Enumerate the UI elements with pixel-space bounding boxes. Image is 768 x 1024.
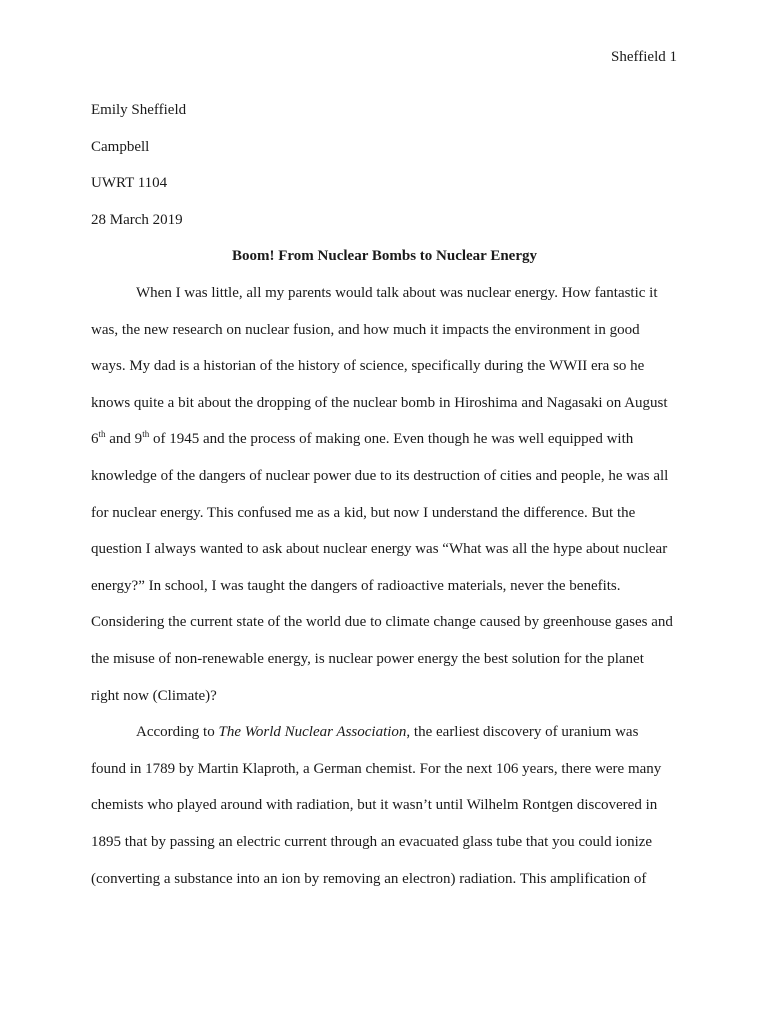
paragraph-1-line: Considering the current state of the world due to climate change caused by greenhouse gases and [91, 614, 673, 631]
paragraph-1-line: energy?” In school, I was taught the dangers of radioactive materials, never the benefits. [91, 577, 621, 594]
paragraph-1-line: right now (Climate)? [91, 687, 217, 704]
running-head: Sheffield 1 [611, 49, 677, 65]
paragraph-1-line: knowledge of the dangers of nuclear power due to its destruction of cities and people, he was all [91, 467, 669, 484]
paragraph-1-line: When I was little, all my parents would talk about was nuclear energy. How fantastic it [136, 285, 658, 301]
source-title: The World Nuclear Association [218, 724, 407, 741]
paragraph-1-line: ways. My dad is a historian of the history of science, specifically during the WWII era so he [91, 358, 645, 375]
paragraph-1-line: knows quite a bit about the dropping of the nuclear bomb in Hiroshima and Nagasaki on August [91, 394, 668, 411]
paragraph-1-line: the misuse of non-renewable energy, is nuclear power energy the best solution for the planet [91, 650, 644, 667]
paragraph-2-line: 1895 that by passing an electric current through an evacuated glass tube that you could ionize [91, 833, 653, 850]
instructor-name: Campbell [91, 138, 150, 155]
essay-date: 28 March 2019 [91, 211, 183, 228]
paragraph-1-line [91, 421, 678, 458]
mla-heading [91, 92, 678, 238]
date-day-6: 6 [91, 431, 99, 448]
paragraph-2-line: (converting a substance into an ion by removing an electron) radiation. This amplification of [91, 870, 647, 887]
paragraph-1-line: was, the new research on nuclear fusion, and how much it impacts the environment in good [91, 321, 640, 338]
ordinal-suffix: th [98, 429, 106, 440]
paragraph-2-line: found in 1789 by Martin Klaproth, a German chemist. For the next 106 years, there were many [91, 760, 662, 777]
paragraph-1-line: for nuclear energy. This confused me as a kid, but now I understand the difference. But the [91, 504, 636, 521]
ordinal-suffix: th [142, 429, 150, 440]
author-name: Emily Sheffield [91, 102, 187, 118]
line-start: According to [136, 724, 219, 741]
course-name: UWRT 1104 [91, 175, 168, 192]
line-remainder: , the earliest discovery of uranium was [406, 724, 639, 741]
line-remainder: of 1945 and the process of making one. Even though he was well equipped with [149, 431, 634, 448]
date-day-9: and 9 [105, 431, 143, 448]
essay-title: Boom! From Nuclear Bombs to Nuclear Energy [232, 248, 537, 264]
paragraph-1-line: question I always wanted to ask about nuclear energy was “What was all the hype about nuclear [91, 541, 668, 558]
paragraph-2-line [91, 714, 678, 751]
paragraph-2-line: chemists who played around with radiation, but it wasn’t until Wilhelm Rontgen discovered in [91, 797, 658, 814]
essay-body [91, 275, 678, 897]
